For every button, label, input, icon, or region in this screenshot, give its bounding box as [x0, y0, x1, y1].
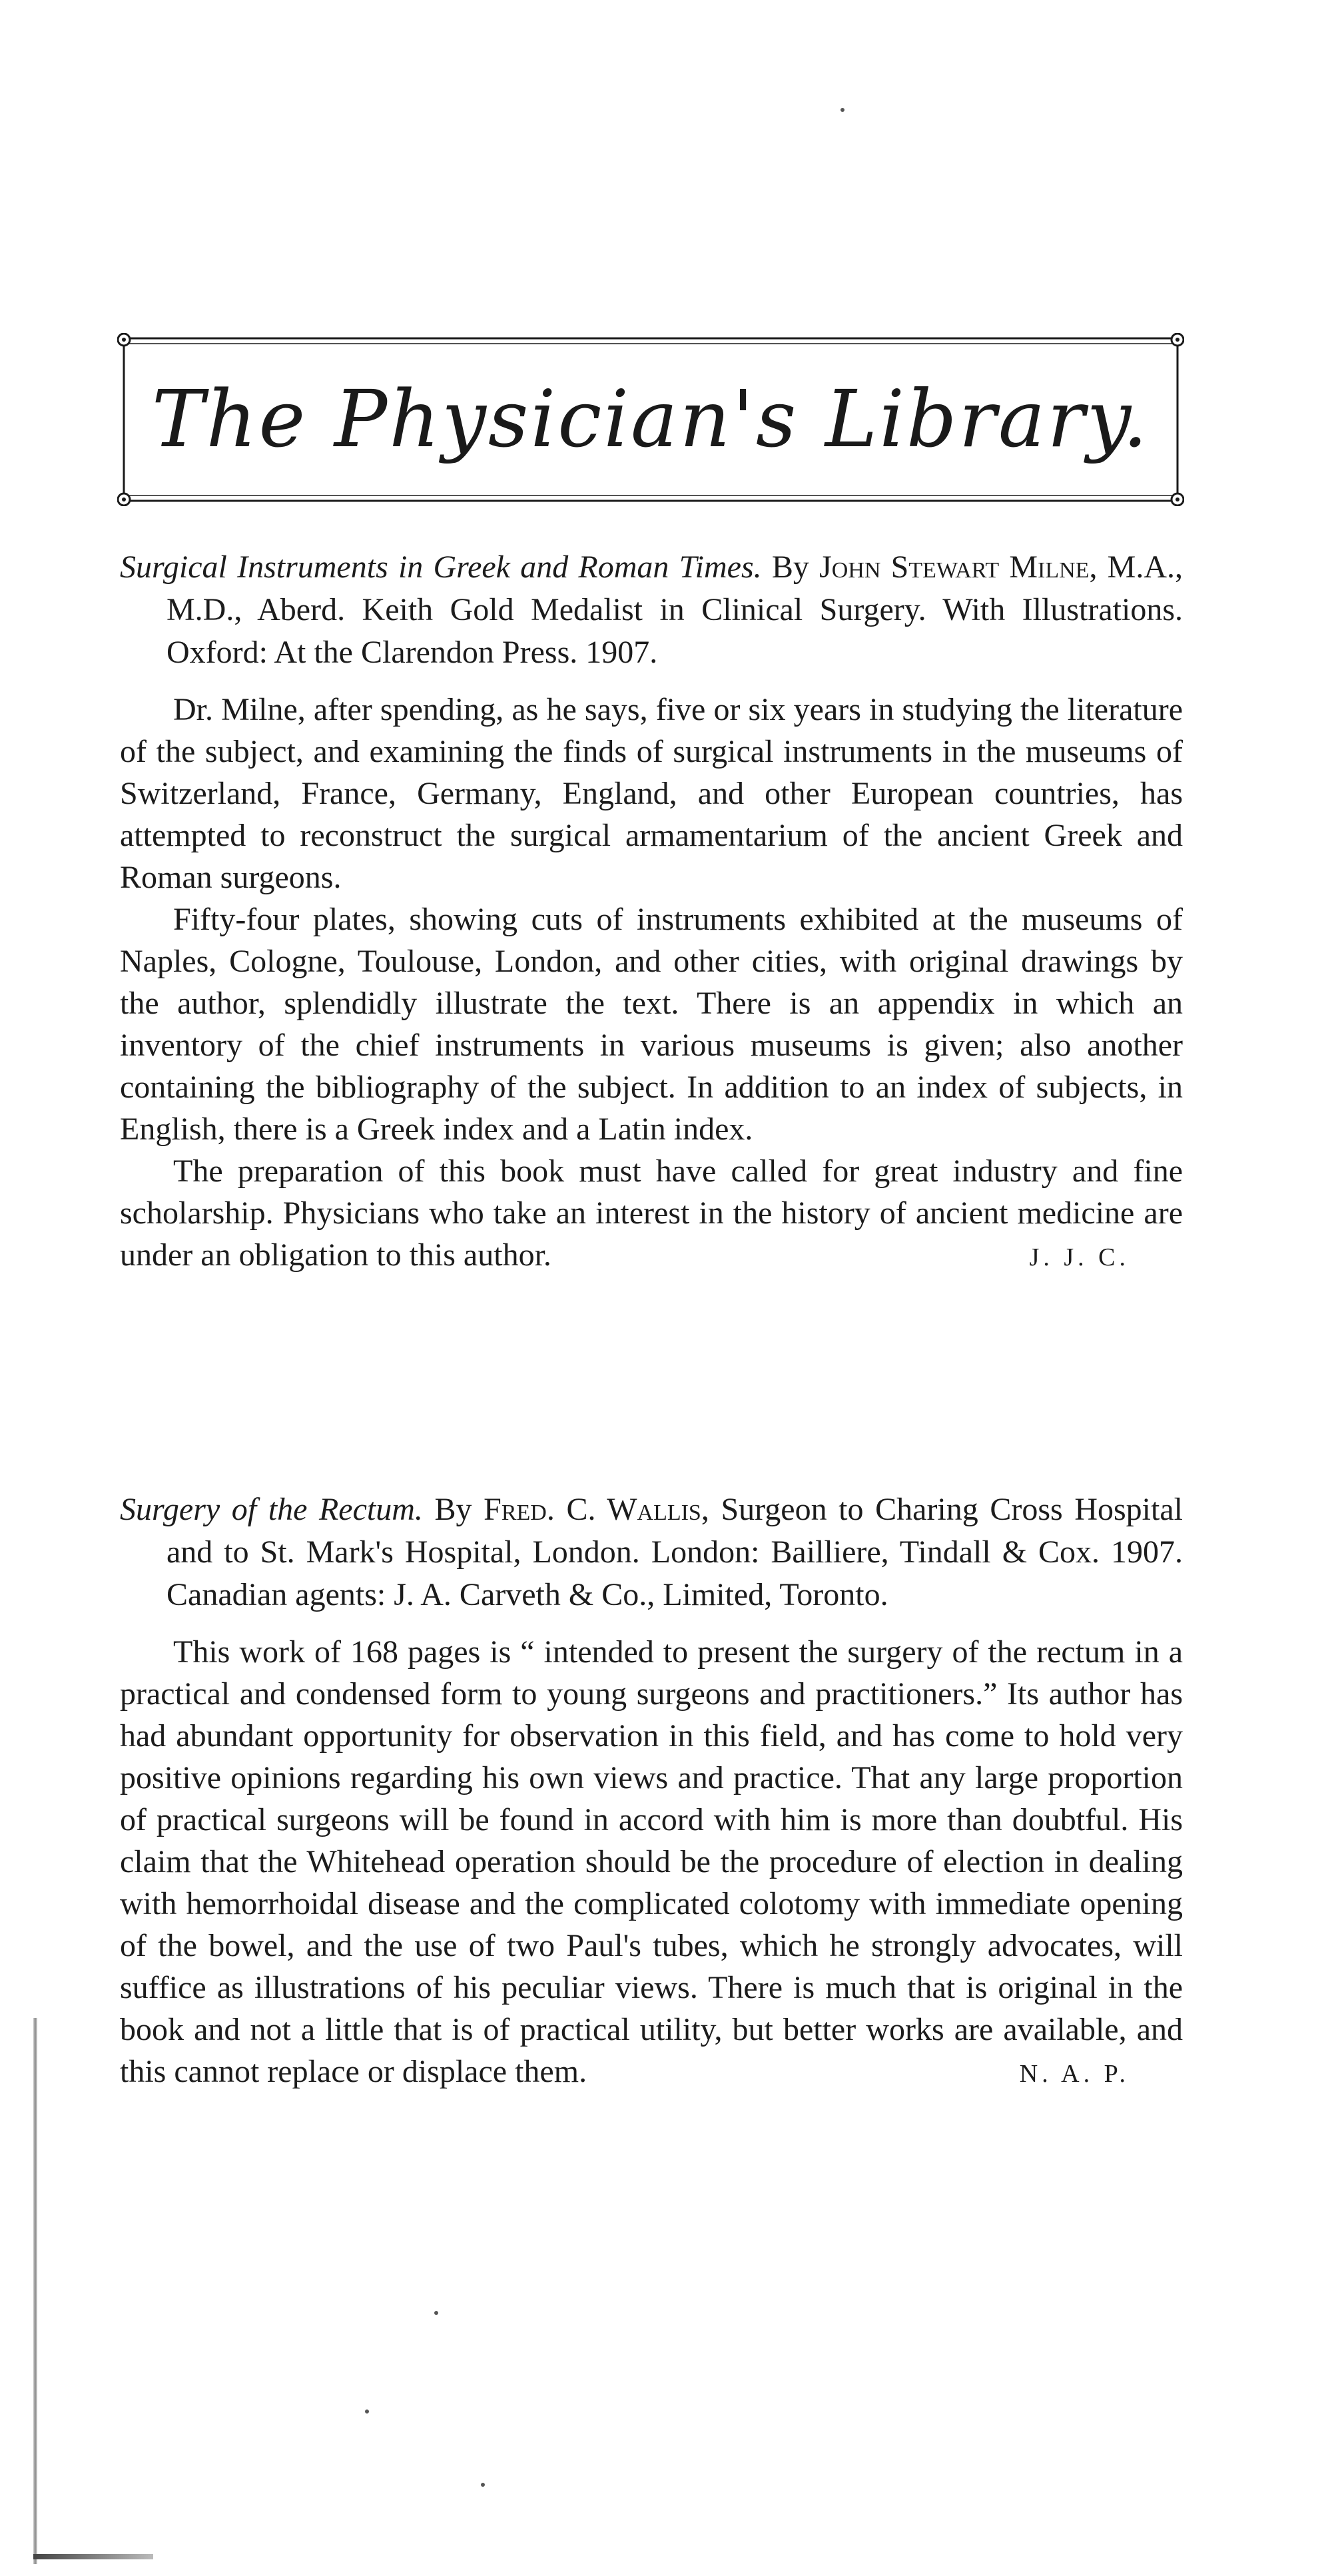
reviewer-signature: N. A. P. [1019, 2060, 1130, 2088]
review-surgery-rectum [120, 1488, 1183, 2095]
review-citation [120, 546, 1183, 674]
review-paragraph-text: This work of 168 pages is “ intended to present the surgery of the rectum in a practical and condensed form to young surgeons and practitioners.” Its author has had abundant opportunity for observation in this field, and has come to hold very positive opinions regarding his own views and practice. That any large proportion of practical surgeons will be found in accord with him is more than doubtful. His claim that the Whitehead operation should be the procedure of election in dealing with hemorrhoidal disease and the complicated colotomy with immediate opening of the bowel, and the use of two Paul's tubes, which he strongly advocates, will suffice as illustrations of his peculiar views. There is much that is original in the book and not a little that is of practical utility, but better works are available, and this cannot replace or displace them. [120, 1634, 1183, 2089]
library-title-frame [117, 333, 1184, 506]
print-speck [840, 108, 844, 112]
publication-details: , Surgeon to Charing Cross Hospital and to St. Mark's Hospital, London. London: Bailliere, Tindall & Cox. 1907. Canadian agents: J. A. Carveth & Co., Limited, Toronto. [167, 1492, 1183, 1612]
by-word: By [771, 549, 809, 585]
review-paragraph: Fifty-four plates, showing cuts of instruments exhibited at the museums of Naples, Cologne, Toulouse, London, and other cities, with original drawings by the author, splendidly illustrate the text. There is an appendix in which an inventory of the chief instruments in various museums is given; also another containing the bibliography of the subject. In addition to an index of subjects, in English, there is a Greek index and a Latin index. [120, 902, 1183, 1147]
review-paragraph-text: The preparation of this book must have called for great industry and fine scholarship. Physicians who take an interest in the history of ancient medicine are under an obligation to this author. [120, 1153, 1183, 1273]
review-paragraph-final [120, 1150, 1183, 1279]
print-speck [434, 2311, 438, 2315]
page-edge-shadow-foot [33, 2554, 153, 2559]
book-title: Surgical Instruments in Greek and Roman Times. [120, 549, 762, 585]
review-surgical-instruments [120, 546, 1183, 1279]
review-paragraph-final [120, 1631, 1183, 2095]
review-paragraph: Dr. Milne, after spending, as he says, five or six years in studying the literature of the subject, and examining the finds of surgical instruments in the museums of Switzerland, France, Germany, England, and other European countries, has attempted to reconstruct the surgical armamentarium of the ancient Greek and Roman surgeons. [120, 692, 1183, 895]
print-speck [481, 2483, 485, 2487]
page-edge-shadow [33, 2018, 37, 2564]
review-citation [120, 1488, 1183, 1616]
page-title: The Physician's Library. [151, 373, 1150, 465]
print-speck [365, 2410, 369, 2414]
reviewer-signature: J. J. C. [1029, 1243, 1130, 1271]
book-title: Surgery of the Rectum. [120, 1492, 423, 1527]
author-name: John Stewart Milne [819, 549, 1090, 585]
author-name: Fred. C. Wallis [484, 1492, 701, 1527]
by-word: By [434, 1492, 472, 1527]
publication-details: , M.A., M.D., Aberd. Keith Gold Medalist in Clinical Surgery. With Illustrations. Oxford: At the Clarendon Press. 1907. [167, 549, 1183, 670]
